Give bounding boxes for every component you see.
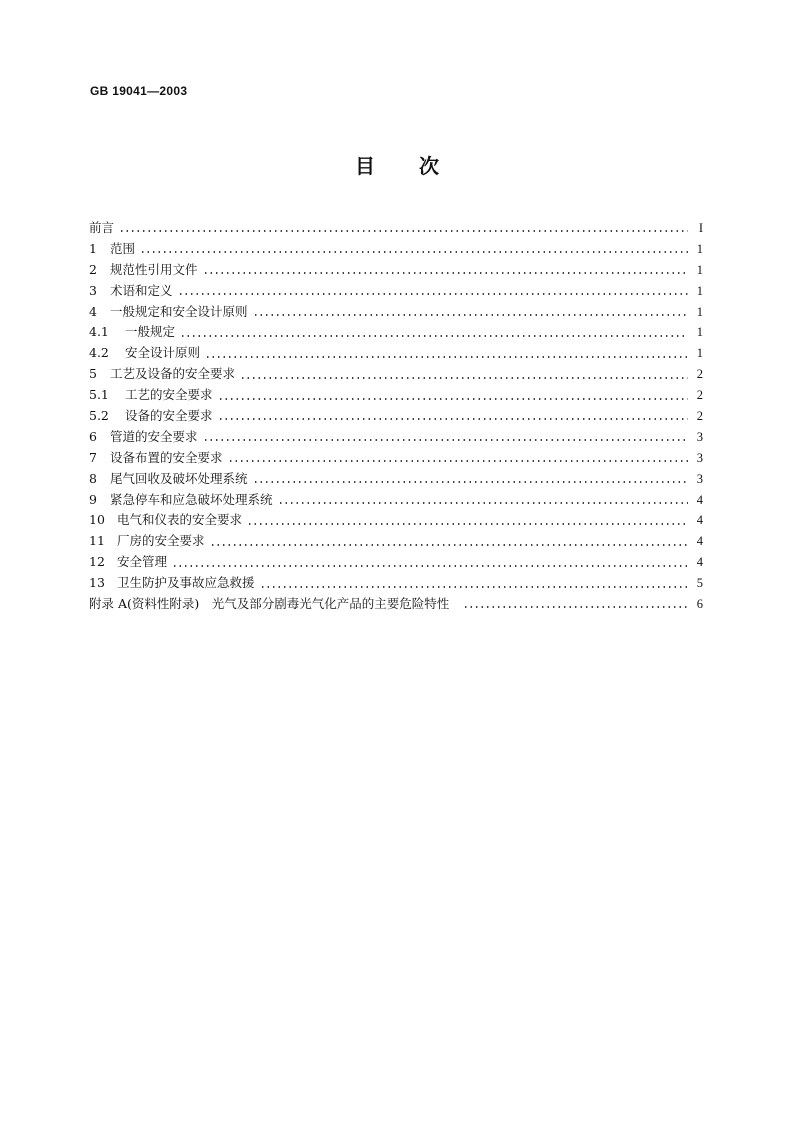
toc-page-number: 4 bbox=[696, 492, 703, 507]
dot-leader bbox=[180, 334, 688, 338]
toc-entry-title: 工艺及设备的安全要求 bbox=[110, 366, 236, 382]
dot-leader bbox=[178, 292, 688, 296]
toc-entry-annex-a[interactable] bbox=[89, 594, 703, 615]
toc-entry-title: 一般规定和安全设计原则 bbox=[110, 303, 248, 319]
toc-page-number: 4 bbox=[696, 555, 703, 570]
dot-leader bbox=[218, 417, 688, 421]
toc-entry-number: 2 bbox=[89, 261, 97, 277]
dot-leader bbox=[218, 397, 688, 401]
toc-entry-6[interactable] bbox=[89, 427, 703, 448]
toc-entry-number: 4.2 bbox=[89, 345, 109, 361]
toc-page-number: 1 bbox=[696, 241, 703, 256]
toc-entry-title: 安全设计原则 bbox=[125, 345, 201, 361]
dot-leader bbox=[205, 355, 688, 359]
toc-page-number: 4 bbox=[696, 513, 703, 528]
toc-entry-1[interactable] bbox=[89, 239, 703, 260]
toc-entry-title: 厂房的安全要求 bbox=[117, 533, 205, 549]
toc-entry-5-1[interactable] bbox=[89, 385, 703, 406]
dot-leader bbox=[253, 480, 688, 484]
toc-entry-number: 5 bbox=[89, 366, 97, 382]
toc-entry-11[interactable] bbox=[89, 531, 703, 552]
standard-code: GB 19041—2003 bbox=[90, 84, 188, 98]
toc-entry-number: 5.1 bbox=[89, 387, 109, 403]
toc-page-number: 3 bbox=[696, 471, 703, 486]
toc-page-number: 1 bbox=[696, 262, 703, 277]
toc-entry-title: 范围 bbox=[110, 240, 136, 256]
toc-entry-title: 安全管理 bbox=[117, 554, 168, 570]
toc-page-number: 1 bbox=[696, 346, 703, 361]
toc-entry-title: 尾气回收及破坏处理系统 bbox=[110, 470, 248, 486]
toc-page-number: 2 bbox=[696, 388, 703, 403]
toc-entry-title: 规范性引用文件 bbox=[110, 261, 198, 277]
toc-entry-2[interactable] bbox=[89, 260, 703, 281]
toc-page-number: 5 bbox=[696, 576, 703, 591]
toc-entry-title: 管道的安全要求 bbox=[110, 428, 198, 444]
toc-entry-number: 4.1 bbox=[89, 324, 109, 340]
toc-entry-title: 附录 A(资料性附录) 光气及部分剧毒光气化产品的主要危险特性 bbox=[89, 596, 450, 612]
toc-page-number: 2 bbox=[696, 409, 703, 424]
toc-entry-preface[interactable] bbox=[89, 218, 703, 239]
toc-entry-title: 设备的安全要求 bbox=[125, 408, 213, 424]
toc-entry-4[interactable] bbox=[89, 302, 703, 323]
toc-entry-number: 1 bbox=[89, 240, 97, 256]
dot-leader bbox=[172, 564, 688, 568]
dot-leader bbox=[260, 585, 688, 589]
title-char-1: 目 bbox=[355, 154, 375, 178]
dot-leader bbox=[119, 229, 688, 233]
toc-entry-10[interactable] bbox=[89, 510, 703, 531]
dot-leader bbox=[203, 438, 688, 442]
toc-entry-7[interactable] bbox=[89, 448, 703, 469]
toc-entry-5[interactable] bbox=[89, 364, 703, 385]
toc-entry-4-2[interactable] bbox=[89, 343, 703, 364]
toc-entry-number: 8 bbox=[89, 470, 97, 486]
toc-entry-number: 9 bbox=[89, 491, 97, 507]
toc-entry-3[interactable] bbox=[89, 281, 703, 302]
toc-page-number: 3 bbox=[696, 450, 703, 465]
toc-entry-12[interactable] bbox=[89, 552, 703, 573]
dot-leader bbox=[203, 271, 688, 275]
toc-entry-number: 12 bbox=[89, 554, 105, 570]
toc-entry-title: 设备布置的安全要求 bbox=[110, 449, 223, 465]
page-title bbox=[0, 150, 794, 179]
toc-entry-title: 工艺的安全要求 bbox=[125, 387, 213, 403]
toc-entry-9[interactable] bbox=[89, 490, 703, 511]
toc-entry-13[interactable] bbox=[89, 573, 703, 594]
toc-page-number: 2 bbox=[696, 367, 703, 382]
toc-entry-number: 5.2 bbox=[89, 408, 109, 424]
dot-leader bbox=[253, 313, 688, 317]
title-char-2: 次 bbox=[419, 154, 439, 178]
toc-page-number: 1 bbox=[696, 304, 703, 319]
toc-entry-title: 卫生防护及事故应急救援 bbox=[117, 575, 255, 591]
toc-entry-title: 一般规定 bbox=[125, 324, 176, 340]
dot-leader bbox=[463, 605, 688, 609]
toc-page-number: 6 bbox=[696, 597, 703, 612]
table-of-contents bbox=[89, 218, 703, 615]
dot-leader bbox=[278, 501, 688, 505]
dot-leader bbox=[228, 459, 688, 463]
toc-entry-title: 术语和定义 bbox=[110, 282, 173, 298]
dot-leader bbox=[240, 376, 688, 380]
dot-leader bbox=[210, 543, 688, 547]
toc-entry-4-1[interactable] bbox=[89, 322, 703, 343]
toc-entry-number: 11 bbox=[89, 533, 105, 549]
toc-entry-title: 前言 bbox=[89, 220, 115, 235]
toc-entry-number: 4 bbox=[89, 303, 97, 319]
toc-entry-number: 6 bbox=[89, 428, 97, 444]
toc-entry-number: 3 bbox=[89, 282, 97, 298]
toc-entry-number: 7 bbox=[89, 449, 97, 465]
toc-entry-title: 电气和仪表的安全要求 bbox=[117, 512, 243, 528]
toc-page-number: I bbox=[698, 221, 703, 235]
toc-page-number: 1 bbox=[696, 283, 703, 298]
toc-entry-title: 紧急停车和应急破坏处理系统 bbox=[110, 491, 273, 507]
toc-entry-number: 10 bbox=[89, 512, 105, 528]
toc-entry-5-2[interactable] bbox=[89, 406, 703, 427]
toc-page-number: 4 bbox=[696, 534, 703, 549]
toc-entry-number: 13 bbox=[89, 575, 105, 591]
dot-leader bbox=[140, 250, 688, 254]
toc-page-number: 1 bbox=[696, 325, 703, 340]
toc-page-number: 3 bbox=[696, 429, 703, 444]
toc-entry-8[interactable] bbox=[89, 469, 703, 490]
dot-leader bbox=[247, 522, 688, 526]
